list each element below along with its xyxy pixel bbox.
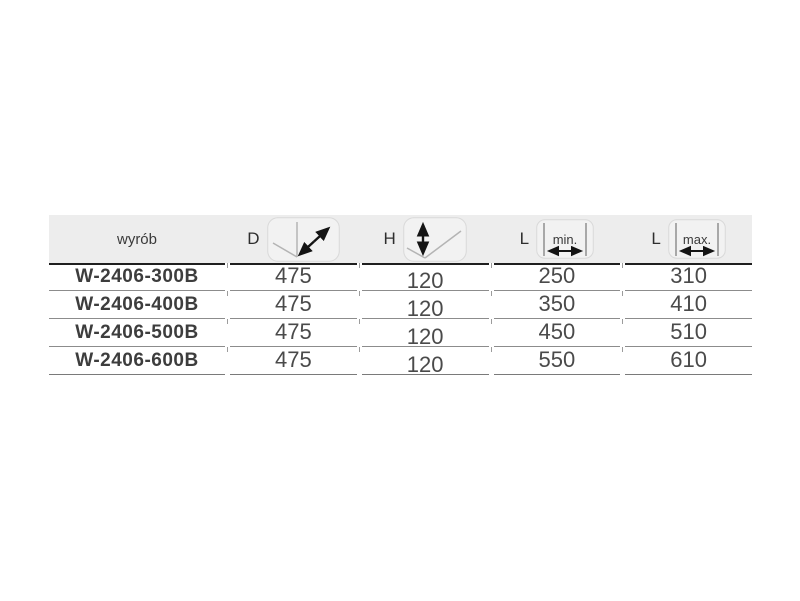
spec-table: [49, 215, 752, 375]
l-max-value-cell: 610: [625, 347, 752, 375]
d-value-cell: 475: [230, 347, 357, 375]
leg-height-dimension-icon: [403, 217, 467, 262]
l-max-value-cell: 410: [625, 291, 752, 319]
header-cell-l-max: [625, 215, 752, 265]
product-name-cell: W-2406-300B: [49, 263, 225, 291]
header-cell-l-min: [494, 215, 621, 265]
min-label: min.: [552, 232, 578, 247]
l-min-value-cell: 450: [494, 319, 621, 347]
l-max-column-label: L: [651, 229, 661, 248]
h-value-cell: 120: [362, 291, 489, 319]
d-value-cell: 475: [230, 291, 357, 319]
h-value-cell: 120: [362, 347, 489, 375]
h-value-cell: 120: [362, 319, 489, 347]
table-header-row: [49, 215, 752, 263]
max-length-dimension-icon: [668, 219, 726, 259]
table-row: [49, 347, 752, 375]
h-value-cell: 120: [362, 263, 489, 291]
product-name-cell: W-2406-500B: [49, 319, 225, 347]
max-label: max.: [682, 232, 711, 247]
d-column-label: D: [247, 229, 260, 248]
h-column-label: H: [383, 229, 396, 248]
header-cell-product: [49, 215, 225, 265]
d-value-cell: 475: [230, 319, 357, 347]
table-row: [49, 263, 752, 291]
product-name-cell: W-2406-400B: [49, 291, 225, 319]
product-column-label: wyrób: [116, 230, 157, 248]
table-row: [49, 291, 752, 319]
header-cell-h: [362, 215, 489, 265]
table-row: [49, 319, 752, 347]
l-min-value-cell: 350: [494, 291, 621, 319]
header-cell-d: [230, 215, 357, 265]
product-name-cell: W-2406-600B: [49, 347, 225, 375]
l-min-column-label: L: [519, 229, 530, 248]
min-length-dimension-icon: [536, 219, 594, 259]
l-max-value-cell: 510: [625, 319, 752, 347]
l-min-value-cell: 250: [494, 263, 621, 291]
l-max-value-cell: 310: [625, 263, 752, 291]
d-value-cell: 475: [230, 263, 357, 291]
l-min-value-cell: 550: [494, 347, 621, 375]
leg-diagonal-dimension-icon: [267, 217, 340, 262]
